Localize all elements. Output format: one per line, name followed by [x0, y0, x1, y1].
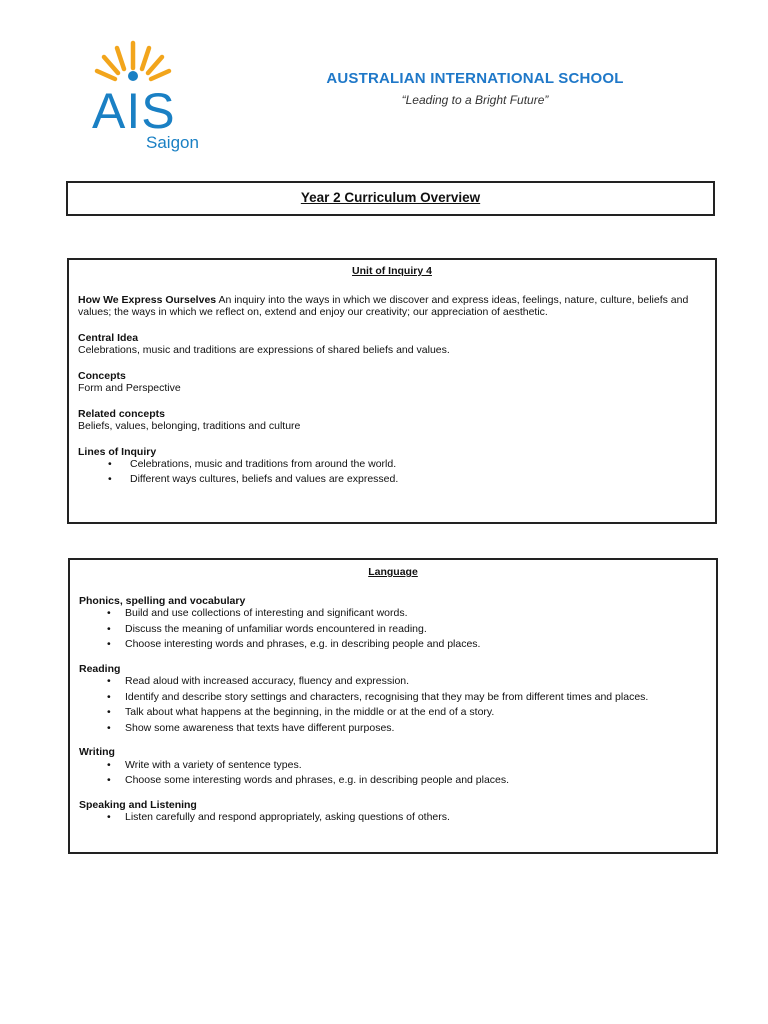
writing-section: [79, 746, 707, 787]
list-item: • Choose some interesting words and phrases, e.g. in describing people and places.: [107, 774, 510, 786]
central-idea-section: [78, 332, 706, 357]
lines-of-inquiry-section: [78, 446, 706, 486]
bullet-icon: •: [107, 622, 111, 635]
list-item: • Show some awareness that texts have different purposes.: [107, 721, 395, 734]
bullet-icon: •: [107, 774, 111, 786]
central-idea-text: Celebrations, music and traditions are expressions of shared beliefs and values.: [78, 344, 450, 356]
language-heading: Language: [368, 566, 418, 578]
reading-label: Reading: [79, 662, 121, 675]
bullet-icon: •: [108, 458, 112, 470]
page-title: Year 2 Curriculum Overview: [300, 190, 481, 205]
theme-text: An inquiry into the ways in which we discover and express ideas, feelings, nature, culture, beliefs and values; the ways in which we reflect on, extend and enjoy our creativity; our appreciation of aesthetic.: [78, 293, 689, 318]
list-item: • Celebrations, music and traditions from around the world.: [108, 458, 397, 470]
language-box: [68, 558, 718, 854]
bullet-icon: •: [107, 706, 111, 718]
theme-label: How We Express Ourselves: [78, 293, 217, 306]
bullet-icon: •: [107, 675, 111, 687]
list-item: • Write with a variety of sentence types.: [107, 758, 302, 771]
bullet-icon: •: [108, 472, 112, 485]
concepts-text: Form and Perspective: [78, 382, 181, 394]
phonics-section: [79, 595, 707, 651]
bullet-icon: •: [107, 721, 111, 734]
related-concepts-text: Beliefs, values, belonging, traditions and culture: [78, 420, 301, 432]
lines-of-inquiry-label: Lines of Inquiry: [78, 445, 157, 458]
school-motto: “Leading to a Bright Future”: [401, 93, 549, 107]
list-item: • Choose interesting words and phrases, e.g. in describing people and places.: [107, 638, 481, 650]
bullet-icon: •: [107, 638, 111, 650]
related-concepts-label: Related concepts: [78, 407, 165, 420]
unit-heading: Unit of Inquiry 4: [352, 265, 432, 277]
reading-list: [79, 675, 707, 734]
phonics-list: [79, 607, 707, 651]
logo-letters: AIS: [92, 83, 176, 139]
list-item: • Listen carefully and respond appropriately, asking questions of others.: [107, 811, 450, 823]
bullet-icon: •: [107, 811, 111, 823]
list-item: • Talk about what happens at the beginning, in the middle or at the end of a story.: [107, 706, 495, 718]
concepts-label: Concepts: [78, 369, 126, 382]
speaking-section: [79, 799, 707, 824]
theme-section: [78, 294, 706, 319]
lines-of-inquiry-list: [78, 458, 706, 485]
logo-city: Saigon: [146, 133, 199, 152]
school-name: AUSTRALIAN INTERNATIONAL SCHOOL: [326, 70, 624, 87]
list-item: • Different ways cultures, beliefs and values are expressed.: [108, 472, 399, 485]
writing-list: [79, 759, 707, 787]
reading-section: [79, 663, 707, 735]
writing-label: Writing: [79, 746, 115, 758]
title-box: [66, 181, 715, 216]
list-item: • Read aloud with increased accuracy, fluency and expression.: [107, 675, 410, 687]
central-idea-label: Central Idea: [78, 331, 139, 344]
unit-of-inquiry-box: [67, 258, 717, 524]
bullet-icon: •: [107, 758, 111, 771]
concepts-section: [78, 370, 706, 395]
speaking-label: Speaking and Listening: [79, 798, 197, 811]
phonics-label: Phonics, spelling and vocabulary: [79, 594, 246, 607]
list-item: • Build and use collections of interesting and significant words.: [107, 607, 408, 619]
speaking-list: [79, 811, 707, 824]
list-item: • Identify and describe story settings and characters, recognising that they may be from different times and places.: [107, 690, 649, 703]
bullet-icon: •: [107, 607, 111, 619]
list-item: • Discuss the meaning of unfamiliar words encountered in reading.: [107, 622, 427, 635]
related-concepts-section: [78, 408, 706, 433]
bullet-icon: •: [107, 690, 111, 703]
school-logo: [88, 38, 208, 156]
